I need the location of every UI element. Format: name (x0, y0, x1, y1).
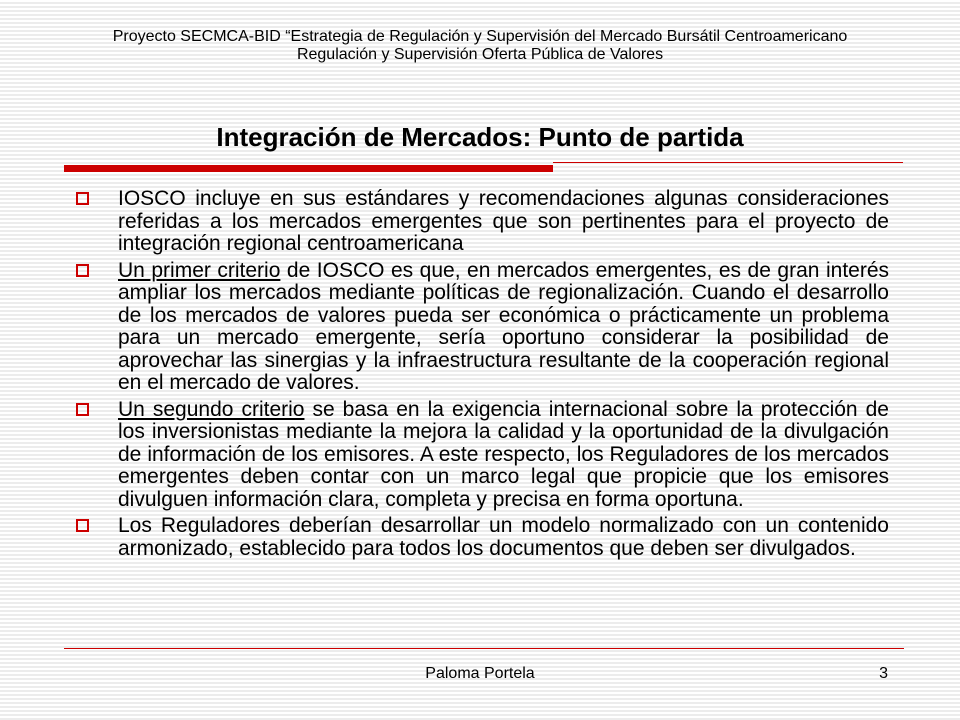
header-project-line: Proyecto SECMCA-BID “Estrategia de Regulación y Supervisión del Mercado Bursátil Centroamericano (112, 28, 848, 45)
slide-header (40, 28, 920, 64)
bullet-item-3 (72, 399, 889, 512)
bullet-lead-underlined: Un primer criterio (118, 258, 281, 282)
title-underline-rule (553, 162, 903, 163)
slide-title: Integración de Mercados: Punto de partida (216, 122, 744, 152)
bullet-item-2 (72, 260, 889, 395)
bullet-text: Un primer criterio de IOSCO es que, en mercados emergentes, es de gran interés ampliar los mercados mediante políticas de regionalización. Cuando el desarrollo de los mercados de valores pueda ser económica o prácticamente un problema para un mercado emergente, sería oportuno considerar la posibilidad de aprovechar las sinergias y la infraestructura resultante de la cooperación regional en el mercado de valores. (118, 258, 890, 394)
square-bullet-icon (76, 519, 89, 532)
bullet-lead-underlined: Un segundo criterio (118, 397, 305, 421)
bullet-text: IOSCO incluye en sus estándares y recomendaciones algunas consideraciones referidas a los mercados emergentes que son pertinentes para el proyecto de integración regional centroamericana (118, 187, 889, 255)
square-bullet-icon (76, 192, 89, 205)
square-bullet-icon (76, 403, 89, 416)
page-number: 3 (879, 665, 888, 682)
bullet-list (72, 188, 889, 564)
bullet-text: Un segundo criterio se basa en la exigencia internacional sobre la protección de los inversionistas mediante la mejora la calidad y la oportunidad de la divulgación de información de los emisores. A este respecto, los Reguladores de los mercados emergentes deben contar con un marco legal que propicie que los emisores divulguen información clara, completa y precisa en forma oportuna. (118, 397, 889, 511)
bullet-item-4 (72, 515, 889, 560)
title-underline-bar (64, 165, 553, 172)
header-subtitle-line: Regulación y Supervisión Oferta Pública de Valores (296, 46, 664, 63)
footer-author: Paloma Portela (425, 665, 535, 682)
square-bullet-icon (76, 264, 89, 277)
footer-rule (64, 648, 904, 649)
bullet-item-1 (72, 188, 889, 256)
bullet-text: Los Reguladores deberían desarrollar un modelo normalizado con un contenido armonizado, establecido para todos los documentos que deben ser divulgados. (118, 514, 889, 560)
